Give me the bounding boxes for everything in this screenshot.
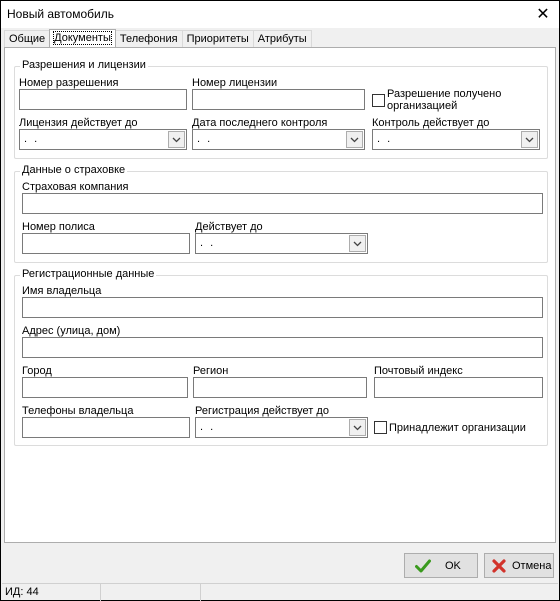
dropdown-button[interactable] [346,131,363,148]
insurance-valid-until-picker[interactable] [195,233,368,254]
tab-documents[interactable] [49,29,116,47]
insurance-caption: Данные о страховке [22,164,126,176]
tab-telephony[interactable] [115,30,183,47]
close-icon: ✕ [536,6,550,23]
date-value: . . [200,421,216,433]
close-button[interactable] [531,4,555,24]
license-number-input[interactable] [192,89,365,110]
tab-strip [4,29,311,47]
registration-caption: Регистрационные данные [22,268,155,280]
cancel-label: Отмена [512,559,552,572]
license-number-label: Номер лицензии [192,77,278,89]
obtained-by-org-checkbox[interactable] [372,94,385,107]
documents-panel [4,47,556,543]
address-input[interactable] [22,337,543,358]
date-value: . . [197,133,213,145]
belongs-to-org-label: Принадлежит организации [389,422,526,434]
postal-code-label: Почтовый индекс [374,365,463,377]
insurance-company-input[interactable] [22,193,543,214]
owner-phones-label: Телефоны владельца [22,405,134,417]
ok-button[interactable] [404,553,478,578]
tab-attributes[interactable] [253,30,312,47]
record-id: ИД: 44 [2,584,101,601]
city-label: Город [22,365,52,377]
ok-label: OK [445,559,461,572]
chevron-down-icon [353,241,362,247]
address-label: Адрес (улица, дом) [22,325,121,337]
dropdown-button[interactable] [349,419,366,436]
tab-priorities[interactable] [182,30,254,47]
policy-number-label: Номер полиса [22,221,95,233]
region-input[interactable] [193,377,367,398]
date-value: . . [377,133,393,145]
registration-valid-until-label: Регистрация действует до [195,405,329,417]
dialog-footer [2,543,558,583]
cancel-x-icon [492,559,506,573]
obtained-by-org-label: Разрешение получено организацией [387,88,502,112]
registration-valid-until-picker[interactable] [195,417,368,438]
tab-general[interactable] [4,30,50,47]
date-value: . . [24,133,40,145]
inspection-valid-until-picker[interactable] [372,129,540,150]
policy-number-input[interactable] [22,233,190,254]
inspection-valid-until-label: Контроль действует до [372,117,490,129]
chevron-down-icon [353,425,362,431]
last-inspection-picker[interactable] [192,129,365,150]
tab-label: Документы [54,32,111,44]
belongs-to-org-checkbox[interactable] [374,421,387,434]
dropdown-button[interactable] [168,131,185,148]
tab-label: Телефония [119,33,178,45]
cancel-button[interactable] [484,553,554,578]
insurance-valid-until-label: Действует до [195,221,263,233]
last-inspection-label: Дата последнего контроля [192,117,328,129]
region-label: Регион [193,365,229,377]
owner-name-label: Имя владельца [22,285,102,297]
city-input[interactable] [22,377,188,398]
owner-phones-input[interactable] [22,417,190,438]
permits-caption: Разрешения и лицензии [22,59,146,71]
dropdown-button[interactable] [349,235,366,252]
tab-label: Общие [9,33,46,45]
tab-label: Приоритеты [186,33,249,45]
date-value: . . [200,237,216,249]
license-valid-until-picker[interactable] [19,129,187,150]
permit-number-label: Номер разрешения [19,77,119,89]
license-valid-until-label: Лицензия действует до [19,117,138,129]
window-title: Новый автомобиль [7,7,114,21]
chevron-down-icon [350,137,359,143]
check-icon [415,559,431,573]
permit-number-input[interactable] [19,89,187,110]
status-bar [2,583,558,600]
title-bar[interactable] [1,1,559,28]
owner-name-input[interactable] [22,297,543,318]
insurance-company-label: Страховая компания [22,181,129,193]
chevron-down-icon [525,137,534,143]
dropdown-button[interactable] [521,131,538,148]
status-cell-empty [101,584,201,601]
postal-code-input[interactable] [374,377,543,398]
tab-label: Атрибуты [257,33,307,45]
chevron-down-icon [172,137,181,143]
